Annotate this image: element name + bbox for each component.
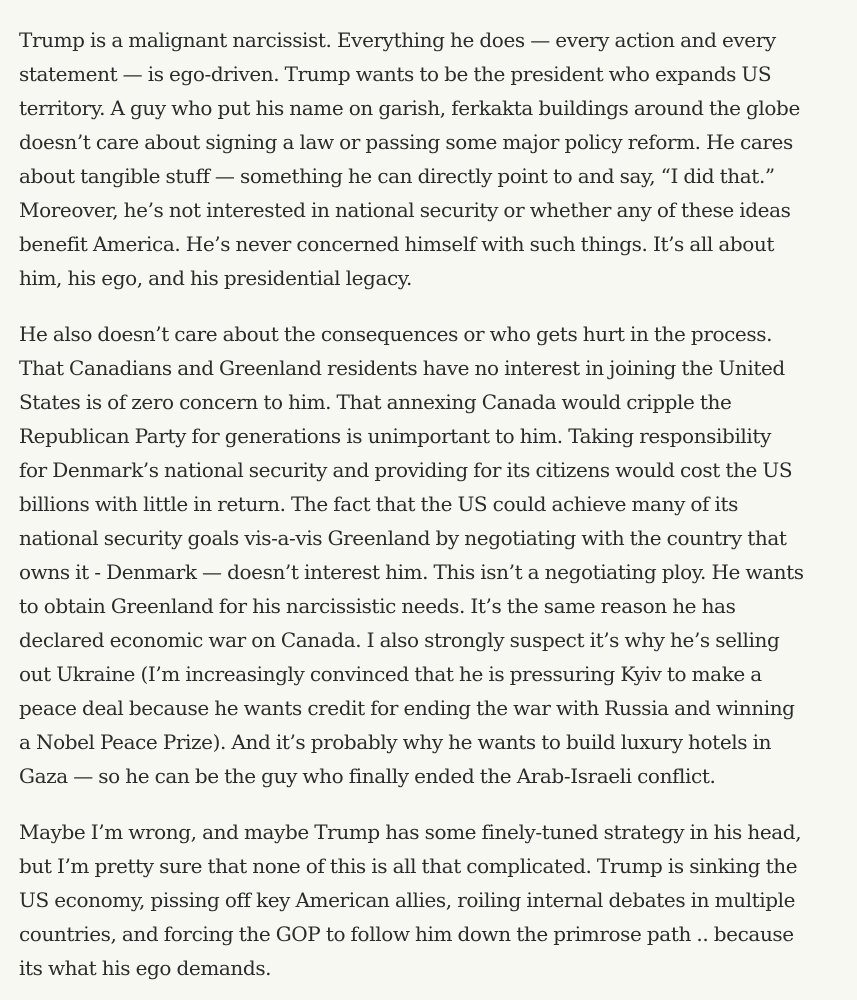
text-line: He also doesn’t care about the consequences or who gets hurt in the process. xyxy=(19,322,773,346)
text-line: US economy, pissing off key American allies, roiling internal debates in multiple xyxy=(19,888,796,912)
text-line: States is of zero concern to him. That annexing Canada would cripple the xyxy=(19,390,732,414)
text-line: him, his ego, and his presidential legacy. xyxy=(19,266,412,290)
text-line: statement — is ego-driven. Trump wants to be the president who expands US xyxy=(19,62,772,86)
text-line: Moreover, he’s not interested in national security or whether any of these ideas xyxy=(19,198,791,222)
text-line: owns it - Denmark — doesn’t interest him. This isn’t a negotiating ploy. He wants xyxy=(19,560,804,584)
paragraph-3 xyxy=(19,815,843,985)
text-line: benefit America. He’s never concerned himself with such things. It’s all about xyxy=(19,232,775,256)
text-line: billions with little in return. The fact that the US could achieve many of its xyxy=(19,492,739,516)
text-line: a Nobel Peace Prize). And it’s probably why he wants to build luxury hotels in xyxy=(19,730,772,754)
text-line: Maybe I’m wrong, and maybe Trump has some finely-tuned strategy in his head, xyxy=(19,820,802,844)
text-line: peace deal because he wants credit for ending the war with Russia and winning xyxy=(19,696,795,720)
text-line: its what his ego demands. xyxy=(19,956,272,980)
text-line: but I’m pretty sure that none of this is all that complicated. Trump is sinking the xyxy=(19,854,798,878)
text-line: out Ukraine (I’m increasingly convinced that he is pressuring Kyiv to make a xyxy=(19,662,762,686)
text-line: declared economic war on Canada. I also strongly suspect it’s why he’s selling xyxy=(19,628,780,652)
text-line: to obtain Greenland for his narcissistic needs. It’s the same reason he has xyxy=(19,594,736,618)
text-line: That Canadians and Greenland residents have no interest in joining the United xyxy=(19,356,785,380)
text-line: countries, and forcing the GOP to follow him down the primrose path .. because xyxy=(19,922,794,946)
text-line: national security goals vis-a-vis Greenland by negotiating with the country that xyxy=(19,526,787,550)
text-line: Gaza — so he can be the guy who finally ended the Arab-Israeli conflict. xyxy=(19,764,716,788)
paragraph-1 xyxy=(19,23,843,295)
text-line: about tangible stuff — something he can directly point to and say, “I did that.” xyxy=(19,164,775,188)
text-line: Trump is a malignant narcissist. Everything he does — every action and every xyxy=(19,28,776,52)
text-line: territory. A guy who put his name on garish, ferkakta buildings around the globe xyxy=(19,96,800,120)
text-line: doesn’t care about signing a law or passing some major policy reform. He cares xyxy=(19,130,793,154)
text-line: for Denmark’s national security and providing for its citizens would cost the US xyxy=(19,458,793,482)
paragraph-2 xyxy=(19,317,843,793)
text-line: Republican Party for generations is unimportant to him. Taking responsibility xyxy=(19,424,771,448)
